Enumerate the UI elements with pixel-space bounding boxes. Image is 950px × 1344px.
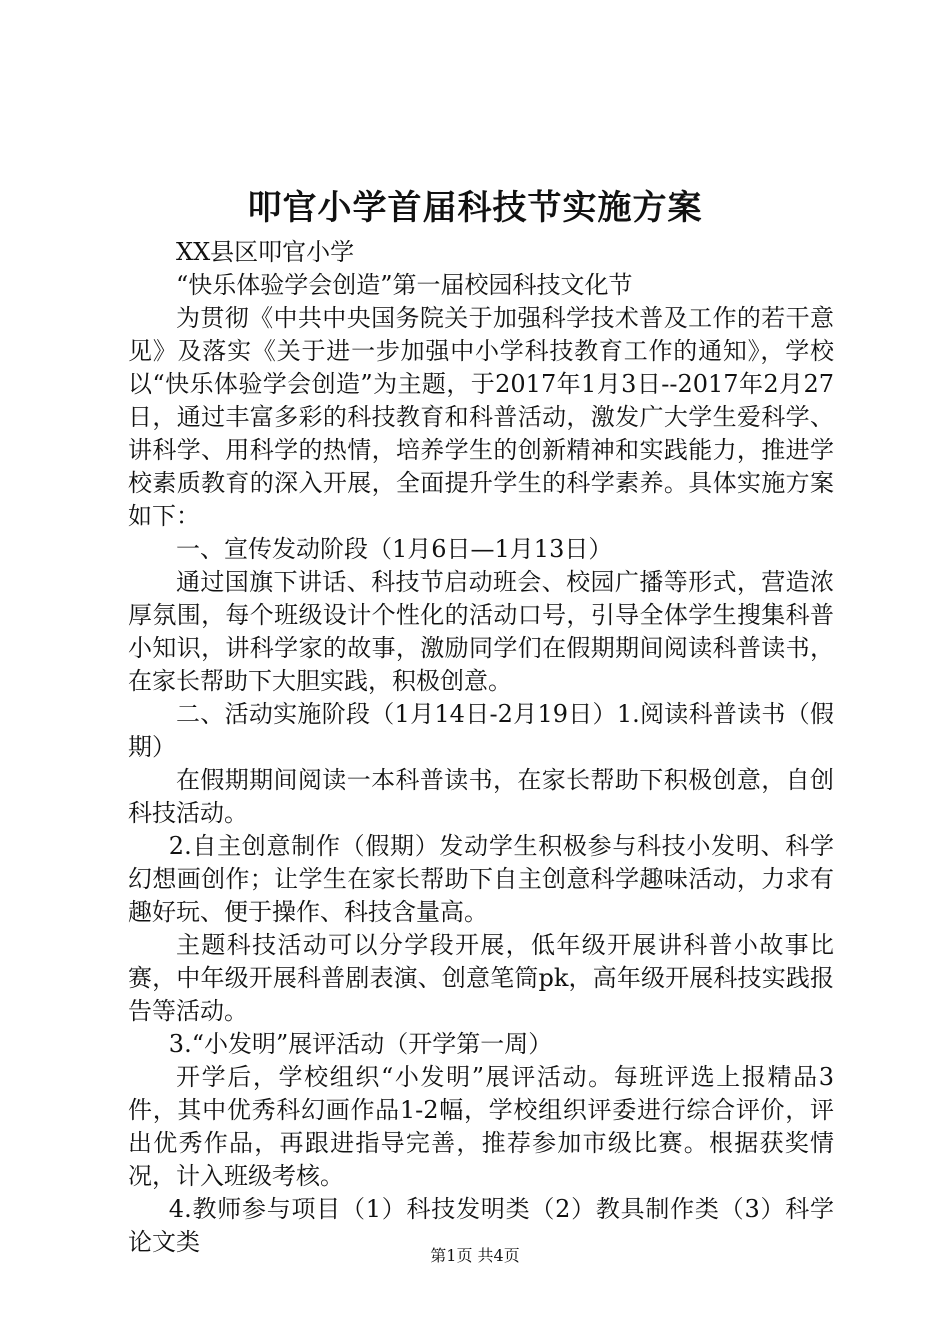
page-indicator: 第1页 共4页 (430, 1246, 520, 1265)
invention-exhibition-heading: 3.“小发明”展评活动（开学第一周） (168, 1030, 553, 1058)
section-heading-publicity: 一、宣传发动阶段（1月6日—1月13日） (176, 535, 613, 563)
document-body (128, 236, 834, 1259)
intro-paragraph: 为贯彻《中共中央国务院关于加强科学技术普及工作的若干意见》及落实《关于进一步加强中小学科技教育工作的通知》，学校以“快乐体验学会创造”为主题，于2017年1月3日--2017年2月27日，通过丰富多彩的科技教育和科普活动，激发广大学生爱科学、讲科学、用科学的热情，培养学生的创新精神和实践能力，推进学校素质教育的深入开展，全面提升学生的科学素养。具体实施方案如下： (128, 304, 834, 530)
reading-paragraph: 在假期期间阅读一本科普读书，在家长帮助下积极创意，自创科技活动。 (128, 766, 834, 827)
document-title: 叩官小学首届科技节实施方案 (247, 188, 703, 228)
publicity-paragraph: 通过国旗下讲话、科技节启动班会、校园广播等形式，营造浓厚氛围，每个班级设计个性化的活动口号，引导全体学生搜集科普小知识，讲科学家的故事，激励同学们在假期期间阅读科普读书，在家长帮助下大胆实践，积极创意。 (128, 568, 834, 695)
section-heading-implementation: 二、活动实施阶段（1月14日-2月19日）1.阅读科普读书（假期） (128, 700, 834, 761)
teacher-projects-paragraph: 4.教师参与项目（1）科技发明类（2）教具制作类（3）科学论文类 (128, 1195, 834, 1256)
theme-activities-paragraph: 主题科技活动可以分学段开展，低年级开展讲科普小故事比赛，中年级开展科普剧表演、创意笔筒pk，高年级开展科技实践报告等活动。 (128, 931, 834, 1025)
invention-exhibition-paragraph: 开学后，学校组织“小发明”展评活动。每班评选上报精品3件，其中优秀科幻画作品1-2幅，学校组织评委进行综合评价，评出优秀作品，再跟进指导完善，推荐参加市级比赛。根据获奖情况，计入班级考核。 (128, 1063, 834, 1190)
school-name: XX县区叩官小学 (176, 238, 355, 266)
festival-subtitle: “快乐体验学会创造”第一届校园科技文化节 (176, 271, 633, 299)
creative-making-paragraph: 2.自主创意制作（假期）发动学生积极参与科技小发明、科学幻想画创作；让学生在家长帮助下自主创意科学趣味活动，力求有趣好玩、便于操作、科技含量高。 (128, 832, 834, 926)
